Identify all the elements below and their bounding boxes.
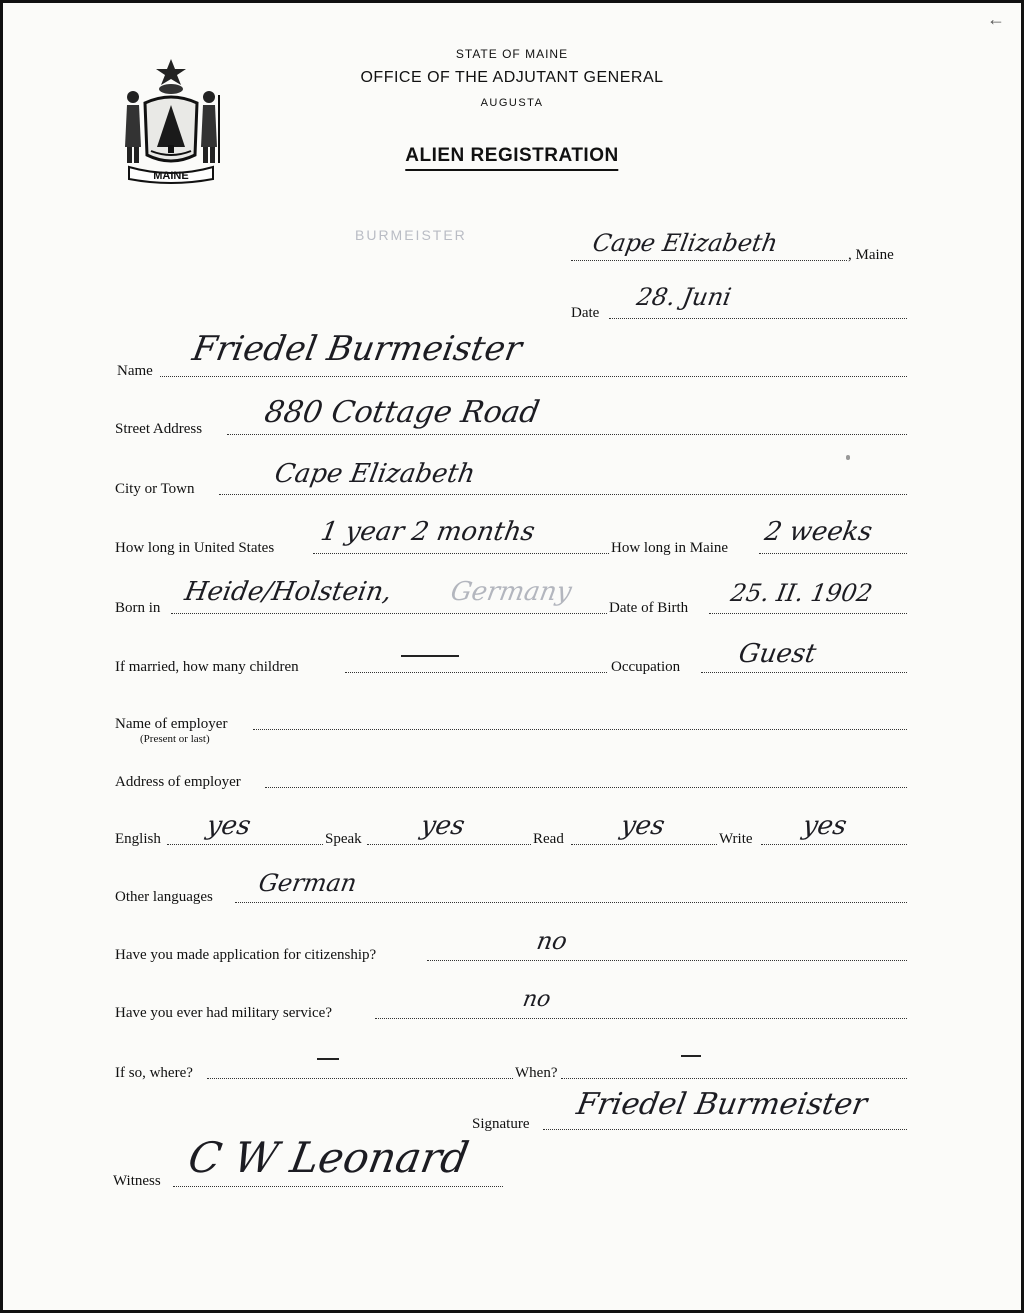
other-languages-handwriting: German <box>256 869 359 897</box>
witness-handwriting: C W Leonard <box>184 1133 473 1182</box>
signature-dotted-line <box>543 1129 907 1130</box>
where-dash <box>317 1058 339 1060</box>
english-handwriting: yes <box>204 811 254 841</box>
where-label: If so, where? <box>115 1065 193 1081</box>
date-dotted-line <box>609 318 907 319</box>
read-handwriting: yes <box>618 811 668 841</box>
corner-pencil-mark: ← <box>987 9 1005 29</box>
place-dotted-line <box>571 260 847 261</box>
when-label: When? <box>515 1065 558 1081</box>
english-label: English <box>115 831 161 847</box>
us-duration-label: How long in United States <box>115 540 275 556</box>
seal-banner-text: MAINE <box>153 170 189 182</box>
occupation-dotted-line <box>701 672 907 673</box>
maine-duration-label: How long in Maine <box>611 540 729 556</box>
city-handwriting: Cape Elizabeth <box>272 459 478 489</box>
military-label: Have you ever had military service? <box>115 1005 332 1021</box>
city-label: City or Town <box>115 481 195 497</box>
born-in-dotted-line <box>171 613 607 614</box>
name-label: Name <box>117 363 153 379</box>
us-duration-dotted-line <box>313 553 609 554</box>
signature-handwriting: Friedel Burmeister <box>573 1087 870 1122</box>
city-dotted-line <box>219 494 907 495</box>
military-dotted-line <box>375 1018 907 1019</box>
employer-address-label: Address of employer <box>115 774 241 790</box>
speak-label: Speak <box>325 831 362 847</box>
stray-ink-dot <box>846 455 850 460</box>
speak-dotted-line <box>367 844 531 845</box>
where-dotted-line <box>207 1078 513 1079</box>
street-address-handwriting: 880 Cottage Road <box>261 395 543 430</box>
children-label: If married, how many children <box>115 659 299 675</box>
signature-label: Signature <box>472 1116 530 1132</box>
write-label: Write <box>719 831 753 847</box>
maine-duration-handwriting: 2 weeks <box>762 517 875 547</box>
read-dotted-line <box>571 844 717 845</box>
citizenship-label: Have you made application for citizenship? <box>115 947 377 963</box>
other-languages-label: Other languages <box>115 889 213 905</box>
maine-duration-dotted-line <box>759 553 907 554</box>
date-of-birth-dotted-line <box>709 613 907 614</box>
employer-sublabel: (Present or last) <box>140 733 210 745</box>
when-dash <box>681 1055 701 1057</box>
place-handwriting: Cape Elizabeth <box>590 229 780 257</box>
date-handwriting: 28. Juni <box>634 283 734 311</box>
occupation-handwriting: Guest <box>736 639 819 669</box>
employer-address-dotted-line <box>265 787 907 788</box>
date-label: Date <box>571 305 600 321</box>
surname-stamp: BURMEISTER <box>355 227 467 243</box>
date-of-birth-handwriting: 25. II. 1902 <box>728 579 875 607</box>
employer-dotted-line <box>253 729 907 730</box>
citizenship-handwriting: no <box>534 927 570 955</box>
header-state: STATE OF MAINE <box>455 47 569 61</box>
read-label: Read <box>533 831 564 847</box>
write-handwriting: yes <box>800 811 850 841</box>
witness-dotted-line <box>173 1186 503 1187</box>
date-of-birth-label: Date of Birth <box>609 600 689 616</box>
name-handwriting: Friedel Burmeister <box>189 329 525 369</box>
header-office: OFFICE OF THE ADJUTANT GENERAL <box>360 69 664 86</box>
citizenship-dotted-line <box>427 960 907 961</box>
english-dotted-line <box>167 844 323 845</box>
children-dotted-line <box>345 672 607 673</box>
street-address-dotted-line <box>227 434 907 435</box>
street-address-label: Street Address <box>115 421 203 437</box>
when-dotted-line <box>561 1078 907 1079</box>
occupation-label: Occupation <box>611 659 681 675</box>
form-title: ALIEN REGISTRATION <box>405 145 618 171</box>
other-languages-dotted-line <box>235 902 907 903</box>
write-dotted-line <box>761 844 907 845</box>
witness-label: Witness <box>113 1173 161 1189</box>
children-dash <box>401 655 459 657</box>
military-handwriting: no <box>520 987 553 1012</box>
born-country-handwriting: Germany <box>448 577 574 607</box>
place-suffix-label: , Maine <box>848 247 894 263</box>
header-city: AUGUSTA <box>480 97 544 109</box>
us-duration-handwriting: 1 year 2 months <box>318 517 538 547</box>
speak-handwriting: yes <box>418 811 468 841</box>
name-dotted-line <box>160 376 907 377</box>
born-in-label: Born in <box>115 600 161 616</box>
employer-label: Name of employer <box>115 716 228 732</box>
born-in-handwriting: Heide/Holstein, <box>182 577 394 607</box>
